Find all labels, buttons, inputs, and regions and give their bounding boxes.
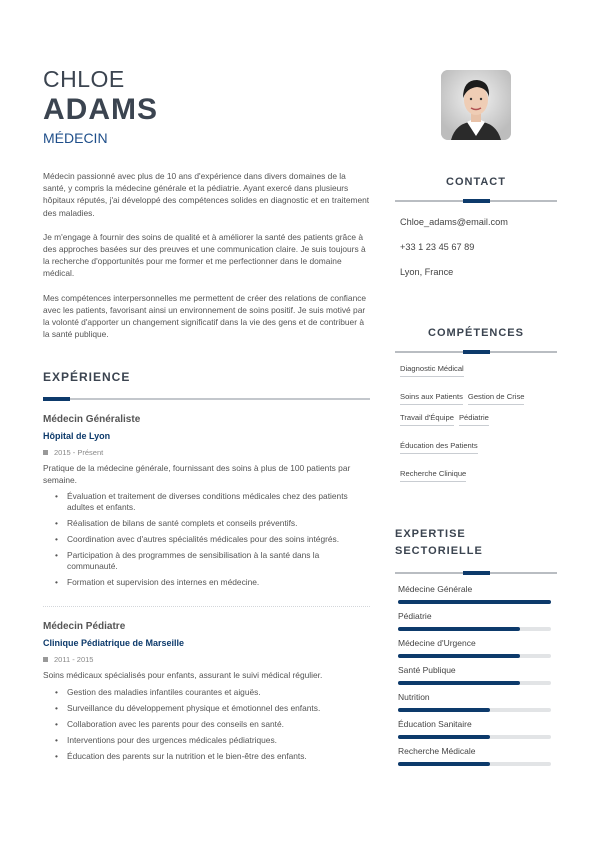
job-company: Clinique Pédiatrique de Marseille (43, 638, 185, 649)
job-bullet: • Coordination avec d'autres spécialités médicales pour des soins intégrés. (55, 534, 370, 545)
job-bullet: • Gestion des maladies infantiles courantes et aiguës. (55, 687, 370, 698)
job-role: Médecin Généraliste (43, 414, 141, 426)
job-bullet: • Éducation des parents sur la nutrition et le bien-être des enfants. (55, 751, 370, 762)
job-title: MÉDECIN (43, 130, 108, 146)
last-name: ADAMS (43, 93, 158, 126)
section-divider (395, 572, 557, 574)
job-entry (43, 414, 370, 588)
job-dates-text: 2015 - Présent (54, 448, 104, 458)
divider-accent (43, 397, 70, 401)
job-bullet: • Réalisation de bilans de santé complets et conseils préventifs. (55, 518, 370, 529)
expertise-heading: EXPERTISE SECTORIELLE (395, 528, 483, 557)
summary-paragraph: Mes compétences interpersonnelles me permettent de créer des relations de confiance avec les patients, favorisant ainsi un environnement de soins positif. Je suis motivé par la volonté d'apporter un changement significatif dans la vie des gens et de contribuer à la santé publique. (43, 292, 367, 340)
expertise-list (395, 584, 557, 766)
portrait-image (441, 70, 511, 140)
expertise-label: Recherche Médicale (398, 746, 476, 756)
skills-heading: COMPÉTENCES (428, 327, 524, 339)
expertise-bar-fill (398, 708, 490, 712)
job-dates (43, 448, 370, 457)
expertise-item (398, 665, 557, 685)
skill-tag: Soins aux Patients (400, 391, 463, 405)
section-divider (43, 398, 370, 400)
expertise-bar-fill (398, 681, 520, 685)
skills-list (395, 363, 557, 482)
contact-heading: CONTACT (446, 176, 506, 188)
expertise-bar-track (398, 681, 551, 685)
expertise-item (398, 692, 557, 712)
expertise-bar-track (398, 762, 551, 766)
expertise-bar-fill (398, 627, 520, 631)
expertise-item (398, 719, 557, 739)
expertise-label: Santé Publique (398, 665, 456, 675)
job-bullet: • Évaluation et traitement de diverses conditions médicales chez des patients adultes et enfants. (55, 491, 370, 513)
expertise-label: Médecine Générale (398, 584, 473, 594)
expertise-item (398, 638, 557, 658)
job-dates (43, 655, 370, 664)
skill-tag: Travail d'Équipe (400, 412, 454, 426)
experience-heading: EXPÉRIENCE (43, 370, 131, 385)
expertise-label: Éducation Sanitaire (398, 719, 472, 729)
divider-accent (463, 571, 490, 575)
job-bullet: • Collaboration avec les parents pour des conseils en santé. (55, 719, 370, 730)
expertise-item (398, 584, 557, 604)
job-role: Médecin Pédiatre (43, 621, 126, 633)
skill-tag: Recherche Clinique (400, 468, 466, 482)
job-bullet: • Surveillance du développement physique et émotionnel des enfants. (55, 703, 370, 714)
divider-accent (463, 199, 490, 203)
expertise-bar-track (398, 654, 551, 658)
job-bullets (55, 687, 370, 762)
divider-accent (463, 350, 490, 354)
expertise-item (398, 611, 557, 631)
expertise-bar-track (398, 600, 551, 604)
job-dates-text: 2011 - 2015 (54, 655, 94, 665)
job-separator (43, 606, 370, 607)
profile-photo (441, 70, 511, 140)
summary-paragraph: Médecin passionné avec plus de 10 ans d'expérience dans divers domaines de la santé, y compris la médecine générale et la pédiatrie. Ayant exercé dans plusieurs hôpitaux réputés, j'ai développé des compétences solides en diagnostic et en traitement des maladies. (43, 171, 370, 218)
contact-phone[interactable]: +33 1 23 45 67 89 (400, 242, 475, 252)
skill-tag: Gestion de Crise (468, 391, 525, 405)
expertise-bar-fill (398, 735, 490, 739)
contact-location: Lyon, France (400, 267, 454, 277)
main-column (43, 66, 370, 762)
skill-tag: Pédiatrie (459, 412, 489, 426)
expertise-bar-fill (398, 762, 490, 766)
sidebar (395, 66, 557, 773)
section-divider (395, 200, 557, 202)
expertise-label: Médecine d'Urgence (398, 638, 476, 648)
skill-tag: Éducation des Patients (400, 440, 478, 454)
calendar-icon (43, 657, 48, 662)
job-bullet: • Formation et supervision des internes en médecine. (55, 577, 370, 588)
first-name: CHLOE (43, 66, 125, 92)
expertise-item (398, 746, 557, 766)
expertise-bar-track (398, 735, 551, 739)
job-description: Soins médicaux spécialisés pour enfants, assurant le suivi médical régulier. (43, 670, 323, 681)
section-divider (395, 351, 557, 353)
experience-section (43, 370, 370, 762)
expertise-bar-track (398, 627, 551, 631)
job-bullet: • Participation à des programmes de sensibilisation à la santé dans la communauté. (55, 550, 370, 572)
job-bullets (55, 491, 370, 588)
job-bullet: • Interventions pour des urgences médicales pédiatriques. (55, 735, 370, 746)
summary-paragraph: Je m'engage à fournir des soins de qualité et à améliorer la santé des patients grâce à des approches basées sur des preuves et une communication claire. Je suis toujours à la recherche d'opportunités pour me former et me perfectionner dans le domaine médical. (43, 231, 366, 279)
expertise-bar-fill (398, 654, 520, 658)
expertise-label: Nutrition (398, 692, 430, 702)
job-description: Pratique de la médecine générale, fournissant des soins à plus de 100 patients par semaine. (43, 463, 351, 485)
calendar-icon (43, 450, 48, 455)
job-company: Hôpital de Lyon (43, 431, 111, 442)
expertise-bar-track (398, 708, 551, 712)
skill-tag: Diagnostic Médical (400, 363, 464, 377)
summary (43, 170, 370, 340)
contact-email[interactable]: Chloe_adams@email.com (400, 217, 508, 227)
expertise-bar-fill (398, 600, 551, 604)
expertise-label: Pédiatrie (398, 611, 432, 621)
job-entry (43, 621, 370, 762)
